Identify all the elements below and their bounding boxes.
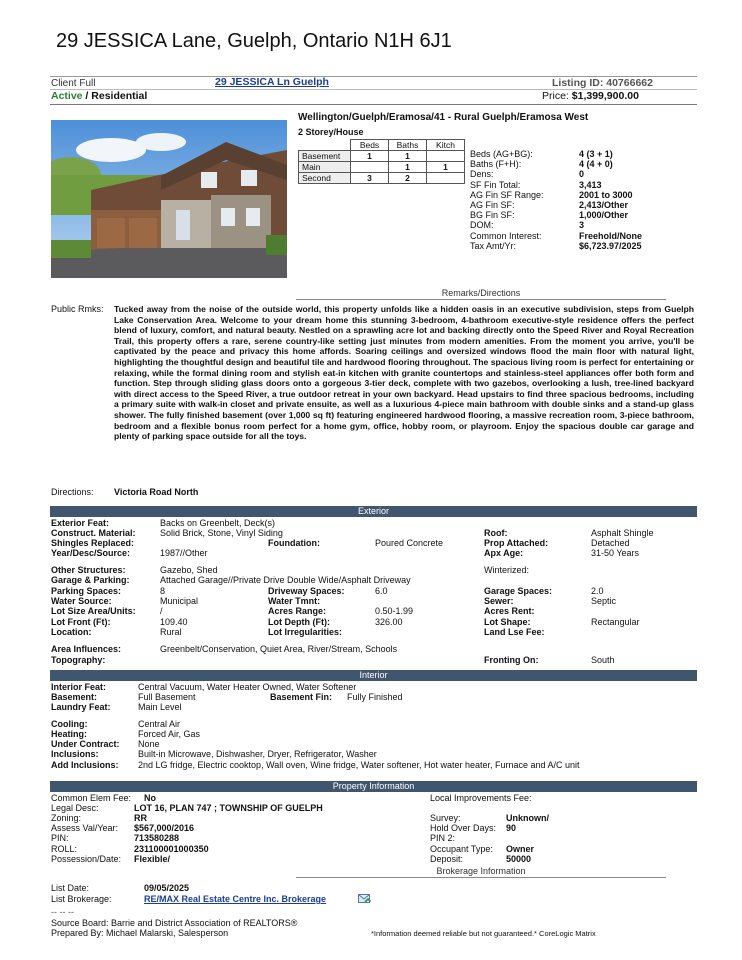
lot-front-value: 109.40 (160, 617, 188, 627)
garage-parking-label: Garage & Parking: (51, 575, 130, 585)
list-date-label: List Date: (51, 883, 90, 893)
price-value: $1,399,900.00 (571, 90, 639, 102)
rooms-baths: 1 (389, 151, 427, 162)
status-active: Active (51, 90, 83, 102)
under-contract-label: Under Contract: (51, 739, 120, 749)
facts-values (579, 149, 642, 251)
assess-label: Assess Val/Year: (51, 823, 119, 833)
rooms-beds (351, 162, 389, 173)
lot-depth-value: 326.00 (375, 617, 403, 627)
water-source-value: Municipal (160, 596, 199, 606)
topography-label: Topography: (51, 655, 106, 665)
prop-attached-label: Prop Attached: (484, 538, 549, 548)
exterior-feat-value: Backs on Greenbelt, Deck(s) (160, 518, 276, 528)
add-inclusions-value: 2nd LG fridge, Electric cooktop, Wall oven, Wine fridge, Water softener, Hot water heater, Furnace and A/C unit (138, 760, 580, 770)
rooms-header-kitch: Kitch (427, 140, 465, 151)
other-structures-value: Gazebo, Shed (160, 565, 218, 575)
lot-shape-label: Lot Shape: (484, 617, 531, 627)
driveway-spaces-value: 6.0 (375, 586, 388, 596)
lot-irregularities-label: Lot Irregularities: (268, 627, 343, 637)
header-bottom-divider (50, 104, 697, 105)
basement-value: Full Basement (138, 692, 196, 702)
survey-label: Survey: (430, 813, 461, 823)
garage-spaces-label: Garage Spaces: (484, 586, 553, 596)
roll-label: ROLL: (51, 844, 78, 854)
common-elem-label: Common Elem Fee: (51, 793, 132, 803)
roof-label: Roof: (484, 528, 508, 538)
legal-desc-value: LOT 16, PLAN 747 ; TOWNSHIP OF GUELPH (134, 803, 323, 813)
possession-value: Flexible/ (134, 854, 171, 864)
foundation-value: Poured Concrete (375, 538, 444, 548)
fact-label: Dens: (470, 169, 494, 180)
list-brokerage-label: List Brokerage: (51, 894, 112, 904)
add-inclusions-label: Add Inclusions: (51, 760, 119, 770)
interior-heading: Interior (50, 670, 697, 681)
directions-text: Victoria Road North (114, 487, 199, 497)
rooms-corner (299, 140, 351, 151)
rooms-beds: 1 (351, 151, 389, 162)
area-influences-value: Greenbelt/Conservation, Quiet Area, River/Stream, Schools (160, 644, 398, 654)
lot-depth-label: Lot Depth (Ft): (268, 617, 330, 627)
fact-value: 4 (4 + 0) (579, 159, 613, 170)
rooms-kitch (427, 151, 465, 162)
rooms-row (299, 162, 465, 173)
deposit-value: 50000 (506, 854, 532, 864)
rooms-level: Second (299, 173, 351, 184)
assess-value: $567,000/2016 (134, 823, 195, 833)
prop-attached-value: Detached (591, 538, 630, 548)
fact-value: 2,413/Other (579, 200, 629, 211)
occupant-value: Owner (506, 844, 535, 854)
shingles-label: Shingles Replaced: (51, 538, 135, 548)
roof-value: Asphalt Shingle (591, 528, 654, 538)
remarks-heading: Remarks/Directions (296, 287, 666, 300)
parking-spaces-label: Parking Spaces: (51, 586, 122, 596)
fact-label: Baths (F+H): (470, 159, 522, 170)
interior-feat-value: Central Vacuum, Water Heater Owned, Water Softener (138, 682, 357, 692)
cooling-value: Central Air (138, 719, 181, 729)
driveway-spaces-label: Driveway Spaces: (268, 586, 345, 596)
basement-label: Basement: (51, 692, 98, 702)
hold-over-label: Hold Over Days: (430, 823, 497, 833)
list-date-value: 09/05/2025 (144, 883, 190, 893)
common-elem-value: No (144, 793, 156, 803)
basement-fin-label: Basement Fin: (270, 692, 333, 702)
fact-value: 3,413 (579, 179, 602, 190)
roll-value: 231100001000350 (134, 844, 209, 854)
other-structures-label: Other Structures: (51, 565, 126, 575)
water-tmnt-label: Water Tmnt: (268, 596, 321, 606)
rooms-baths: 2 (389, 173, 427, 184)
winterized-label: Winterized: (484, 565, 530, 575)
acres-range-value: 0.50-1.99 (375, 606, 414, 616)
list-brokerage-link[interactable]: RE/MAX Real Estate Centre Inc. Brokerage (144, 894, 327, 904)
lot-size-value: / (160, 606, 163, 616)
disclaimer: *Information deemed reliable but not guaranteed.* CoreLogic Matrix (371, 929, 596, 938)
rooms-header-beds: Beds (351, 140, 389, 151)
construct-label: Construct. Material: (51, 528, 136, 538)
price-label: Price: (542, 90, 569, 102)
laundry-value: Main Level (138, 702, 182, 712)
prepared-by: Prepared By: Michael Malarski, Salesperson (51, 928, 229, 938)
fact-value: 4 (3 + 1) (579, 149, 613, 159)
fact-value: Freehold/None (579, 230, 643, 241)
sewer-value: Septic (591, 596, 617, 606)
email-icon[interactable] (358, 893, 371, 904)
pin2-label: PIN 2: (430, 833, 456, 843)
heating-value: Forced Air, Gas (138, 729, 201, 739)
price-line (542, 91, 639, 102)
rooms-header-baths: Baths (389, 140, 427, 151)
status-sep: / (82, 90, 92, 102)
fact-label: Common Interest: (470, 230, 542, 241)
water-source-label: Water Source: (51, 596, 112, 606)
parking-spaces-value: 8 (160, 586, 166, 596)
lot-shape-value: Rectangular (591, 617, 640, 627)
inclusions-label: Inclusions: (51, 749, 99, 759)
listing-id: Listing ID: 40766662 (552, 77, 653, 89)
public-remarks-text: Tucked away from the noise of the outside world, this property unfolds like a hidden oasis in an executive subdivision, steps from Guelph Lake Conservation Area. Welcome to your dream home this stunning 3-bedroom, 4-bathroom executive-style residence offers the perfect blend of luxury, comfort, and natural beauty. Nestled on a sprawling acre lot and backing directly onto the Speed River and Royal Recreation Trail, this property offers a rare, serene country-like setting just minutes from modern amenities. From the moment you arrive, you'll be captivated by the peace and privacy this home affords. Soaring ceilings and oversized windows flood the main floor with natural light, highlighting the thoughtful design and beautiful tile and hardwood flooring throughout. The spacious living room is perfect for entertaining or relaxing, while the formal dining room and stylish eat-in kitchen with granite countertops and stainless-steel appliances offer both form and function. Step through sliding glass doors onto a gorgeous 3-tier deck, complete with two gazebos, overlooking a lush, tree-lined backyard with direct access to the Speed River, a true outdoor retreat in your own backyard. Head upstairs to find three spacious bedrooms, including a primary suite with walk-in closet and private ensuite, as well as a luxurious 4-piece main bathroom with double sinks and a stand-up glass shower. The fully finished basement (over 1,000 sq ft) featuring engineered hardwood flooring, a massive recreation room, 3-piece bathroom, bedroom and a flexible bonus room perfect for a home gym, office, hobby room, or playroom. Enjoy the spacious double car garage and plenty of parking space outside for all the toys. (114, 304, 694, 442)
rooms-level: Main (299, 162, 351, 173)
facts-labels (470, 149, 544, 251)
fact-label: Beds (AG+BG): (470, 149, 533, 159)
exterior-feat-label: Exterior Feat: (51, 518, 110, 528)
year-label: Year/Desc/Source: (51, 548, 131, 558)
inclusions-value: Built-in Microwave, Dishwasher, Dryer, Refrigerator, Washer (138, 749, 377, 759)
heating-label: Heating: (51, 729, 87, 739)
fact-label: AG Fin SF: (470, 200, 515, 211)
fact-value: $6,723.97/2025 (579, 240, 642, 251)
rooms-kitch (427, 173, 465, 184)
client-full-label: Client Full (51, 78, 96, 89)
under-contract-value: None (138, 739, 160, 749)
basement-fin-value: Fully Finished (347, 692, 403, 702)
page-title: 29 JESSICA Lane, Guelph, Ontario N1H 6J1 (56, 30, 452, 52)
fact-value: 2001 to 3000 (579, 189, 633, 200)
brokerage-heading: Brokerage Information (296, 865, 666, 878)
fronting-on-value: South (591, 655, 615, 665)
rooms-table (298, 139, 465, 184)
lot-size-label: Lot Size Area/Units: (51, 606, 136, 616)
footer-dashes: -- -- -- (51, 907, 74, 917)
rooms-row (299, 173, 465, 184)
rooms-row (299, 151, 465, 162)
hold-over-value: 90 (506, 823, 517, 833)
apx-age-value: 31-50 Years (591, 548, 640, 558)
zoning-value: RR (134, 813, 147, 823)
property-heading: Property Information (50, 781, 697, 792)
year-value: 1987//Other (160, 548, 208, 558)
fronting-on-label: Fronting On: (484, 655, 539, 665)
rooms-kitch: 1 (427, 162, 465, 173)
status-line (51, 91, 147, 102)
deposit-label: Deposit: (430, 854, 464, 864)
construct-value: Solid Brick, Stone, Vinyl Siding (160, 528, 283, 538)
fact-value: 3 (579, 220, 585, 231)
pin-label: PIN: (51, 833, 69, 843)
land-lse-label: Land Lse Fee: (484, 627, 545, 637)
garage-spaces-value: 2.0 (591, 586, 604, 596)
occupant-label: Occupant Type: (430, 844, 493, 854)
fact-label: BG Fin SF: (470, 210, 515, 221)
legal-desc-label: Legal Desc: (51, 803, 99, 813)
fact-label: SF Fin Total: (470, 179, 521, 190)
rooms-level: Basement (299, 151, 351, 162)
address-link[interactable]: 29 JESSICA Ln Guelph (215, 76, 329, 88)
exterior-heading: Exterior (50, 506, 697, 517)
area-line: Wellington/Guelph/Eramosa/41 - Rural Guelph/Eramosa West (298, 112, 589, 123)
source-board: Source Board: Barrie and District Association of REALTORS® (51, 918, 298, 928)
pin-value: 713580288 (134, 833, 180, 843)
garage-parking-value: Attached Garage//Private Drive Double Wide/Asphalt Driveway (160, 575, 411, 585)
cooling-label: Cooling: (51, 719, 88, 729)
location-value: Rural (160, 627, 182, 637)
fact-value: 0 (579, 169, 585, 180)
property-photo (51, 120, 287, 278)
laundry-label: Laundry Feat: (51, 702, 111, 712)
possession-label: Possession/Date: (51, 854, 122, 864)
interior-feat-label: Interior Feat: (51, 682, 107, 692)
acres-range-label: Acres Range: (268, 606, 327, 616)
rooms-baths: 1 (389, 162, 427, 173)
zoning-label: Zoning: (51, 813, 82, 823)
rooms-beds: 3 (351, 173, 389, 184)
foundation-label: Foundation: (268, 538, 320, 548)
fact-label: AG Fin SF Range: (470, 189, 544, 200)
public-remarks-label: Public Rmks: (51, 304, 104, 314)
fact-value: 1,000/Other (579, 210, 629, 221)
acres-rent-label: Acres Rent: (484, 606, 535, 616)
apx-age-label: Apx Age: (484, 548, 524, 558)
survey-value: Unknown/ (506, 813, 549, 823)
area-influences-label: Area Influences: (51, 644, 122, 654)
location-label: Location: (51, 627, 92, 637)
fact-label: DOM: (470, 220, 494, 231)
directions-label: Directions: (51, 487, 94, 497)
status-type: Residential (91, 90, 148, 102)
style-line: 2 Storey/House (298, 127, 364, 137)
fact-label: Tax Amt/Yr: (470, 240, 517, 251)
local-improvements-label: Local Improvements Fee: (430, 793, 532, 803)
sewer-label: Sewer: (484, 596, 514, 606)
lot-front-label: Lot Front (Ft): (51, 617, 111, 627)
